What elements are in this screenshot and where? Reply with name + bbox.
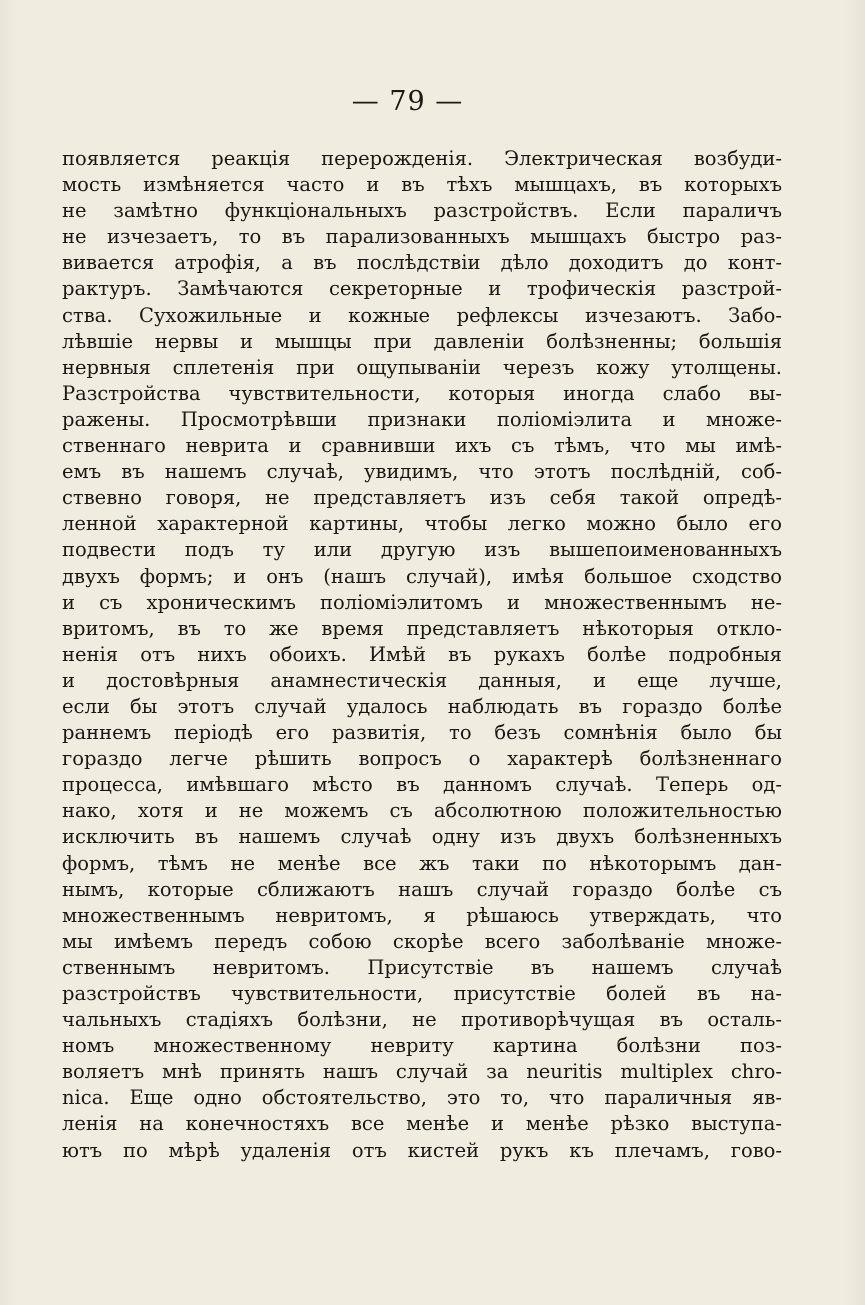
- text-line: и достовѣрныя анамнестическія данныя, и еще лучше,: [62, 668, 782, 692]
- text-line: формъ, тѣмъ не менѣе все жъ таки по нѣкоторымъ дан-: [62, 851, 782, 875]
- text-line: подвести подъ ту или другую изъ вышепоименованныхъ: [62, 538, 782, 562]
- text-line: рактуръ. Замѣчаются секреторные и трофическія разстрой-: [62, 277, 782, 301]
- text-line: ленной характерной картины, чтобы легко можно было его: [62, 512, 782, 536]
- text-line: множественнымъ невритомъ, я рѣшаюсь утверждать, что: [62, 903, 782, 927]
- text-line: двухъ формъ; и онъ (нашъ случай), имѣя большое сходство: [62, 564, 782, 588]
- text-line: нервныя сплетенія при ощупываніи черезъ кожу утолщены.: [62, 355, 782, 379]
- text-line: емъ въ нашемъ случаѣ, увидимъ, что этотъ послѣдній, соб-: [62, 460, 782, 484]
- text-line: появляется реакція перерожденія. Электрическая возбуди-: [62, 147, 782, 170]
- text-line: гораздо легче рѣшить вопросъ о характерѣ болѣзненнаго: [62, 747, 782, 771]
- text-line: разстройствъ чувствительности, присутствіе болей въ на-: [62, 982, 782, 1005]
- text-line: мость измѣняется часто и въ тѣхъ мышцахъ, въ которыхъ: [62, 173, 782, 197]
- text-line: процесса, имѣвшаго мѣсто въ данномъ случаѣ. Теперь од-: [62, 773, 782, 797]
- text-line: исключить въ нашемъ случаѣ одну изъ двухъ болѣзненныхъ: [62, 825, 782, 849]
- text-line: nica. Еще одно обстоятельство, это то, что параличныя яв-: [62, 1086, 782, 1110]
- body-text: [62, 146, 782, 1164]
- text-line: ства. Сухожильные и кожные рефлексы изчезаютъ. Забо-: [62, 303, 782, 327]
- text-line: раннемъ періодѣ его развитія, то безъ сомнѣнія было бы: [62, 721, 782, 745]
- text-line: ражены. Просмотрѣвши признаки поліоміэлита и множе-: [62, 407, 782, 431]
- text-line: ленія на конечностяхъ все менѣе и менѣе рѣзко выступа-: [62, 1112, 782, 1136]
- text-line: ственнаго неврита и сравнивши ихъ съ тѣмъ, что мы имѣ-: [62, 434, 782, 458]
- text-line: воляетъ мнѣ принять нашъ случай за neuritis multiplex chro-: [62, 1060, 782, 1084]
- page-number: — 79 —: [351, 86, 464, 117]
- text-line: лѣвшіе нервы и мышцы при давленіи болѣзненны; большія: [62, 329, 782, 353]
- text-line: не замѣтно функціональныхъ разстройствъ. Если параличъ: [62, 199, 782, 223]
- text-line: нако, хотя и не можемъ съ абсолютною положительностью: [62, 799, 782, 823]
- text-line: ственнымъ невритомъ. Присутствіе въ нашемъ случаѣ: [62, 955, 782, 979]
- text-line: и съ хроническимъ поліоміэлитомъ и множественнымъ не-: [62, 590, 782, 614]
- text-line: чальныхъ стадіяхъ болѣзни, не противорѣчущая въ осталь-: [62, 1008, 782, 1032]
- text-line: ствевно говоря, не представляетъ изъ себя такой опредѣ-: [62, 486, 782, 510]
- text-line: ненія отъ нихъ обоихъ. Имѣй въ рукахъ болѣе подробныя: [62, 642, 782, 666]
- text-line: Разстройства чувствительности, которыя иногда слабо вы-: [62, 381, 782, 405]
- text-line: номъ множественному невриту картина болѣзни поз-: [62, 1034, 782, 1058]
- text-line: не изчезаетъ, то въ парализованныхъ мышцахъ быстро раз-: [62, 225, 782, 249]
- text-line: вивается атрофія, а въ послѣдствіи дѣло доходитъ до конт-: [62, 251, 782, 275]
- text-line: ютъ по мѣрѣ удаленія отъ кистей рукъ къ плечамъ, гово-: [62, 1138, 782, 1162]
- text-line: мы имѣемъ передъ собою скорѣе всего заболѣваніе множе-: [62, 929, 782, 953]
- text-line: если бы этотъ случай удалось наблюдать въ гораздо болѣе: [62, 694, 782, 718]
- text-line: вритомъ, въ то же время представляетъ нѣкоторыя откло-: [62, 616, 782, 640]
- text-line: нымъ, которые сближаютъ нашъ случай гораздо болѣе съ: [62, 877, 782, 901]
